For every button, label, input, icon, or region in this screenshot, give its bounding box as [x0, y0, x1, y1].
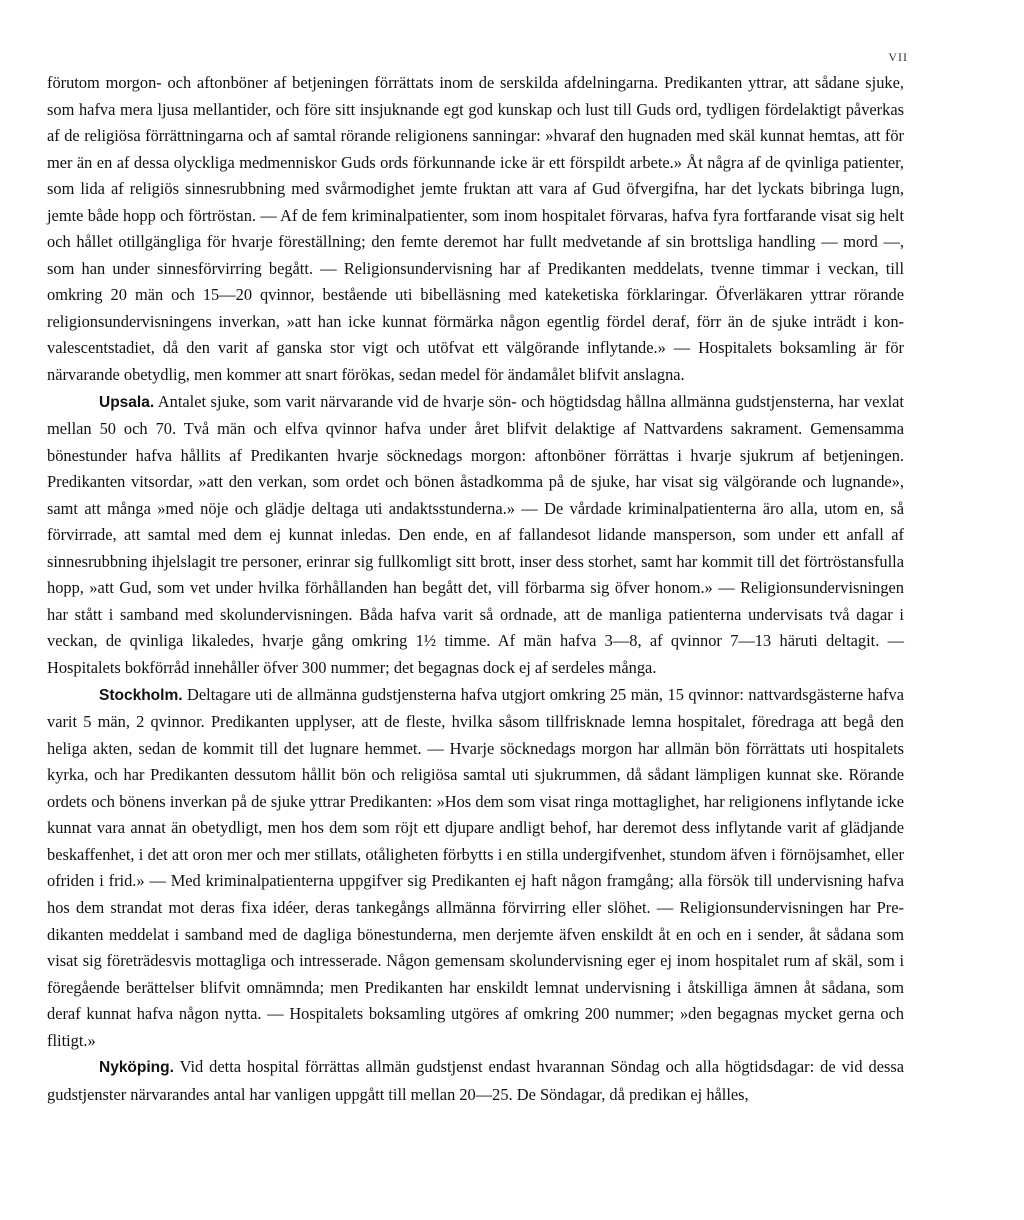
page-number: VII — [888, 50, 908, 64]
body-text — [47, 70, 904, 1108]
paragraph-stockholm — [47, 682, 904, 1055]
section-heading-upsala: Upsala. — [99, 393, 155, 411]
paragraph-nykoping — [47, 1054, 904, 1108]
paragraph-intro — [47, 70, 904, 389]
section-heading-stockholm: Stockholm. — [99, 686, 183, 704]
paragraph-text: Deltagare uti de allmänna gudstjensterna hafva utgjort omkring 25 män, 15 qvinnor: nattvardsgästerne hafva varit 5 män, 2 qvinnor. Predikanten upplyser, att de fleste, hvilka såsom tillfrisknade lemna hospitalet, föredraga att begå den heliga akten, sedan de kommit till det lugnare hemmet. — Hvarje söcknedags morgon har allmän bön förrättats uti hospitalets kyrka, och har Predikanten dessutom hållit bön och religiösa samtal uti sjukrummen, då sådant lämpligen kunnat ske. Rörande ordets och bönens inverkan på de sjuke yttrar Predikanten: »Hos dem som visat ringa mottaglighet, har religionens inflytande icke kunnat vara annat än obetydligt, men hos dem som röjt ett djupare andligt behof, har deremot dess inflytande varit af glädjande beskaffenhet, i det att oron mer och mer stillats, otåligheten förbytts i en stilla undergifvenhet, stundom äfven i förnöjsamhet, eller ofriden i frid.» — Med kriminalpatienterna uppgifver sig Predikanten ej haft någon framgång; alla försök till undervisning hafva hos dem strandat mot deras fixa idéer, deras tankegångs allmänna förvirring eller slöhet. — Religionsundervisningen har Predikanten meddelat i samband med de dagliga bönestunderna, men derjemte äfven enskildt åt en och en i sender, åt sådana som visat sig företrädesvis mottagliga och intresserade. Någon gemensam skolundervisning eger ej inom hospitalet rum af skäl, som i föregående berättelser blifvit omnämnda; men Predikanten har enskildt lemnat undervisning i åtskilliga ämnen åt sådana, som deraf kunnat hafva någon nytta. — Hospitalets boksamling utgöres af omkring 200 nummer; »den begagnas mycket gerna och flitigt.» — [47, 684, 904, 1050]
paragraph-upsala — [47, 389, 904, 682]
section-heading-nykoping: Nyköping. — [99, 1059, 174, 1077]
paragraph-text: Antalet sjuke, som varit närvarande vid de hvarje sön- och högtidsdag hållna allmänna gudstjensterna, har vexlat mellan 50 och 70. Två män och elfva qvinnor hafva under året blifvit delaktige af Nattvardens sakrament. Gemensamma bönestunder hafva hållits af Predikanten hvarje söcknedags morgon: aftonböner förrättas i hvarje sjukrum af betjeningen. Predikanten vitsordar, »att den verkan, som ordet och bönen åstadkomma på de sjuke, har visat sig välgörande och lugnande», samt att många »med nöje och glädje deltaga uti andaktsstunderna.» — De vårdade kriminalpatienterna äro alla, utom en, så förvirrade, att samtal med dem ej kunnat inledas. Den ende, en af fallandesot lidande mansperson, som under ett anfall af sinnesrubbning ihjelslagit tre personer, erinrar sig fullkomligt sitt brott, inser dess storhet, samt har kommit till det förtröstansfulla hopp, »att Gud, som vet under hvilka förhållanden han begått det, vill förbarma sig öfver honom.» — Religionsundervisningen har stått i samband med skolundervisningen. Båda hafva varit så ordnade, att de manliga patienterna undervisats två dagar i veckan, de qvinliga likaledes, hvarje gång omkring 1½ timme. Af män hafva 3—8, af qvinnor 7—13 häruti deltagit. — Hospitalets bokförråd innehåller öfver 300 nummer; det begagnas dock ej af serdeles många. — [47, 391, 904, 678]
paragraph-text: förutom morgon- och aftonböner af betjeningen förrättats inom de serskilda afdelningarna. Predikanten yttrar, att sådane sjuke, som hafva mera ljusa mellantider, och före sitt insjuknande egt god kunskap och lust till Guds ord, tydligen fördelaktigt påverkas af de religiösa förrättningarna och af samtal rörande religionens sanningar: »hvaraf den hugnaden med skäl kunnat hemtas, att för mer än en af dessa olyckliga medmenniskor Guds ords förkunnande icke är ett förspildt arbete.» Åt några af de qvinliga patienter, som lida af religiös sinnesrubbning med svårmodighet jemte fruktan att vara af Gud öfvergifna, har det lyckats bibringa lugn, jemte både hopp och förtröstan. — Af de fem kriminalpatienter, som inom hospitalet förvaras, hafva fyra fortfarande visat sig helt och hållet otillgängliga för hvarje föreställning; den femte deremot har fullt medvetande af sin brottsliga handling — mord —, som han under sinnesförvirring begått. — Religionsundervisning har af Predikanten meddelats, tvenne timmar i veckan, till omkring 20 män och 15—20 qvinnor, bestående uti bibelläsning med kateketiska förklaringar. Öfverläkaren yttrar rörande religionsundervisningens inverkan, »att han icke kunnat förmärka någon egentlig fördel deraf, förr än de sjuke inträdt i konvalescentstadiet, då den varit af ganska stor vigt och utöfvat ett välgörande inflytande.» — Hospitalets boksamling är för närvarande obetydlig, men kommer att snart förökas, sedan medel för ändamålet blifvit anslagna. — [47, 73, 904, 385]
paragraph-text: Vid detta hospital förrättas allmän gudstjenst endast hvarannan Söndag och alla högtidsdagar: de vid dessa gudstjenster närvarandes antal har vanligen uppgått till mellan 20—25. De Söndagar, då predikan ej hålles, — [47, 1057, 905, 1104]
